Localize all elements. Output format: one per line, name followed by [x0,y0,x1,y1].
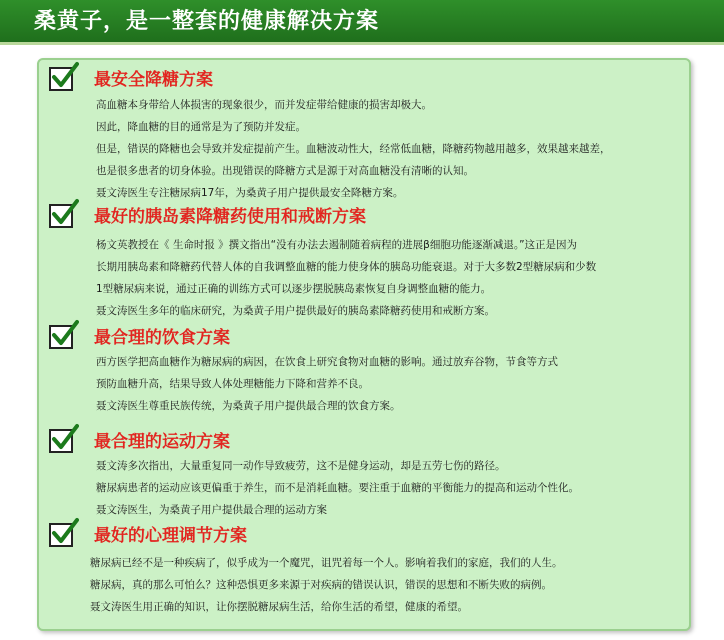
header-banner [0,0,724,45]
section-line: 也是很多患者的切身体验。出现错误的降糖方式是源于对高血糖没有清晰的认知。 [96,165,474,177]
section-line: 但是，错误的降糖也会导致并发症提前产生。血糖波动性大，经常低血糖，降糖药物越用越多，效果越来越差， [96,143,611,155]
section-line: 糖尿病，真的那么可怕么？这种恐惧更多来源于对疾病的错误认识，错误的思想和不断失败的病例。 [90,579,552,591]
section-line: 糖尿病患者的运动应该更偏重于养生，而不是消耗血糖。要注重于血糖的平衡能力的提高和运动个性化。 [96,482,579,494]
section-line: 聂文涛多次指出，大量重复同一动作导致疲劳，这不是健身运动，却是五劳七伤的路径。 [96,460,506,472]
section-title: 最安全降糖方案 [94,70,213,90]
section-line: 长期用胰岛素和降糖药代替人体的自我调整血糖的能力使身体的胰岛功能衰退。对于大多数2型糖尿病和少数 [96,261,597,273]
section-line: 因此，降血糖的目的通常是为了预防并发症。 [96,121,306,133]
section-line: 聂文涛医生，为桑黄子用户提供最合理的运动方案 [96,504,327,516]
section-line: 聂文涛医生多年的临床研究，为桑黄子用户提供最好的胰岛素降糖药使用和戒断方案。 [96,305,495,317]
section-title: 最好的胰岛素降糖药使用和戒断方案 [94,207,366,227]
section-line: 1型糖尿病来说，通过正确的训练方式可以逐步摆脱胰岛素恢复自身调整血糖的能力。 [96,283,492,295]
section-line: 聂文涛医生用正确的知识，让你摆脱糖尿病生活，给你生活的希望，健康的希望。 [90,601,468,613]
checkmark-icon [49,204,73,228]
checkmark-icon [49,523,73,547]
checkmark-icon [49,325,73,349]
section-line: 高血糖本身带给人体损害的现象很少，而并发症带给健康的损害却极大。 [96,99,432,111]
page-title: 桑黄子，是一整套的健康解决方案 [34,9,380,34]
section-line: 聂文涛医生尊重民族传统，为桑黄子用户提供最合理的饮食方案。 [96,400,401,412]
section-line: 西方医学把高血糖作为糖尿病的病因，在饮食上研究食物对血糖的影响。通过放弃谷物，节食等方式 [96,356,558,368]
section-line: 杨文英教授在《 生命时报 》撰文指出“没有办法去遏制随着病程的进展β细胞功能逐渐减退。”这正是因为 [96,239,578,251]
checkmark-icon [49,429,73,453]
section-title: 最好的心理调节方案 [94,526,247,546]
section-line: 聂文涛医生专注糖尿病17年，为桑黄子用户提供最安全降糖方案。 [96,187,404,199]
section-title: 最合理的运动方案 [94,432,230,452]
checkmark-icon [49,67,73,91]
section-line: 糖尿病已经不是一种疾病了，似乎成为一个魔咒，诅咒着每一个人。影响着我们的家庭，我们的人生。 [90,557,563,569]
section-title: 最合理的饮食方案 [94,328,230,348]
section-line: 预防血糖升高，结果导致人体处理糖能力下降和营养不良。 [96,378,369,390]
